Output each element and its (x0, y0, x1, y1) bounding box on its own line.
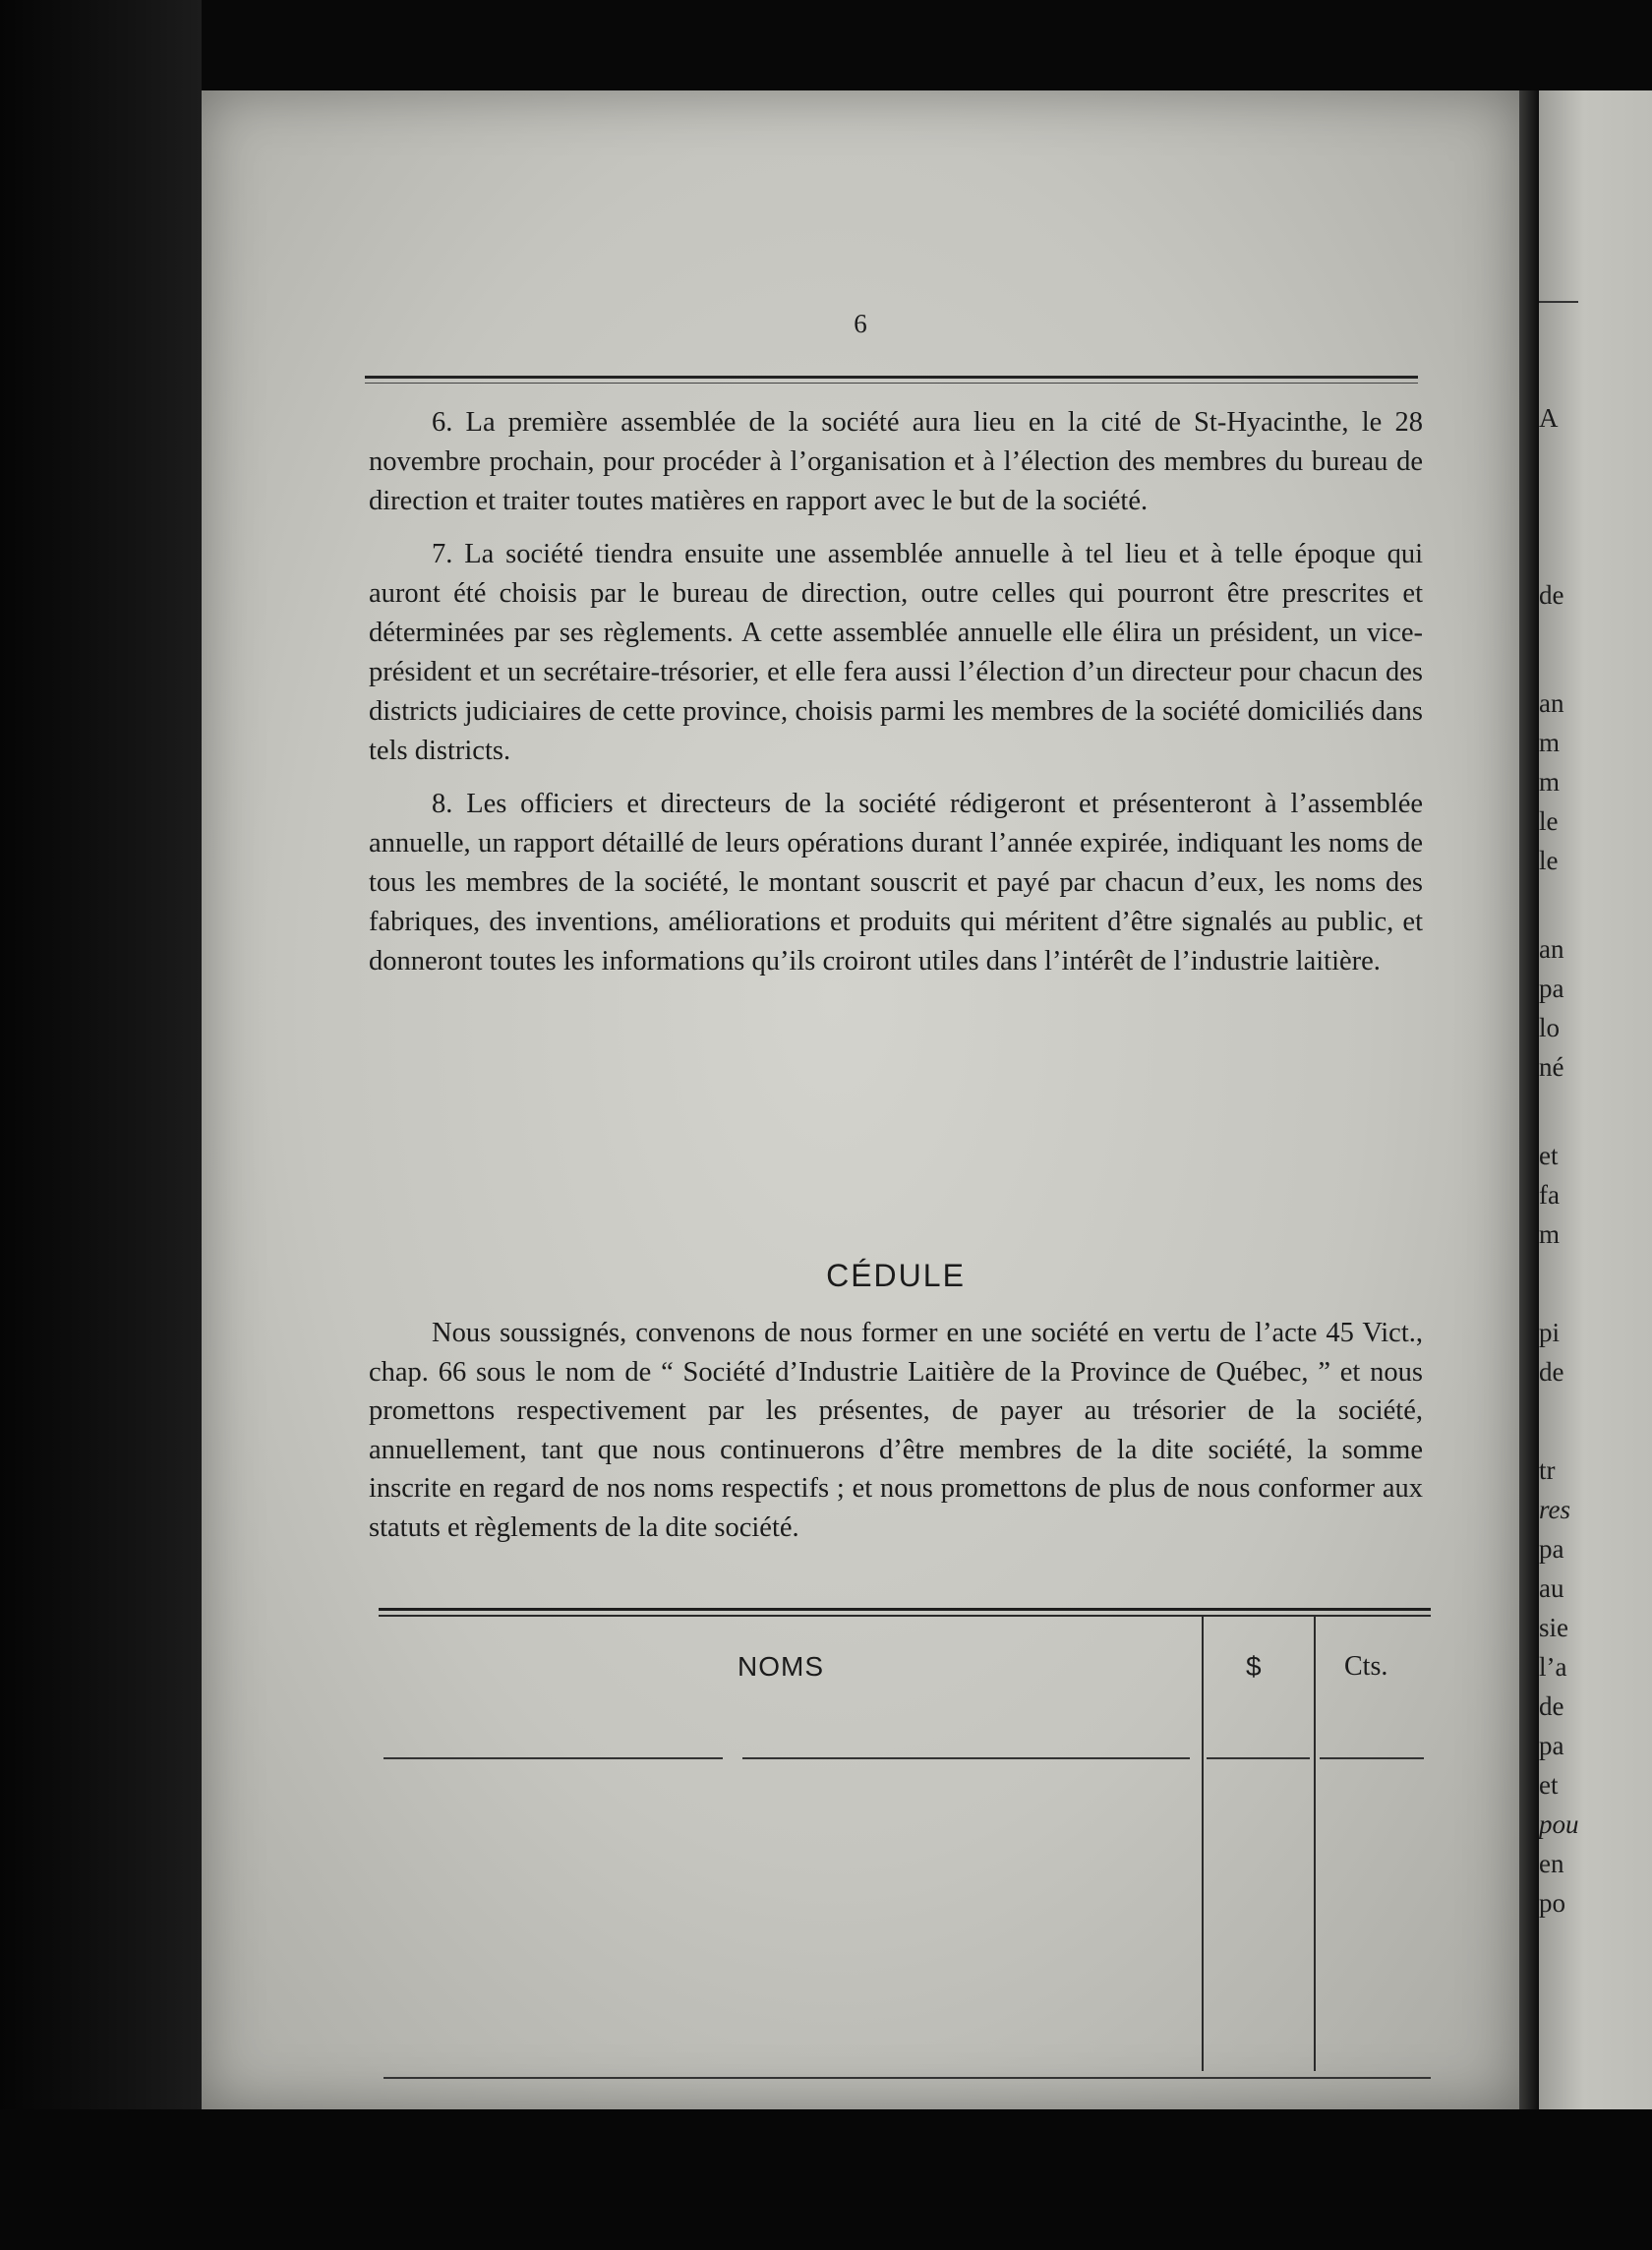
facing-header-rule (1539, 301, 1578, 303)
facing-page-fragment (1539, 90, 1652, 2109)
facing-text: né (1539, 1052, 1564, 1082)
book-gutter (1519, 90, 1539, 2109)
cedule-paragraph: Nous soussignés, convenons de nous former en une société en vertu de l’acte 45 Vict., chap. 66 sous le nom de “ Société d’Industrie Laitière de la Province de Québec, ” et nous promettons respectivement par les présentes, de payer au trésorier de la société, annuellement, tant que nous continuerons d’être membres de la dite société, la somme inscrite en regard de nos noms respectifs ; et nous promettons de plus de nous conformer aux statuts et règlements de la dite société. (369, 1318, 1423, 1543)
scan-border-left (0, 0, 202, 2250)
facing-text: de (1539, 1357, 1564, 1387)
column-header-names: NOMS (738, 1651, 824, 1682)
cedule-heading: CÉDULE (826, 1258, 966, 1293)
column-divider-cents (1314, 1617, 1316, 2071)
facing-text: le (1539, 806, 1559, 836)
page-number: 6 (854, 309, 867, 338)
scan-border-top (0, 0, 1652, 90)
facing-text: de (1539, 1691, 1564, 1721)
facing-text: res (1539, 1495, 1570, 1524)
facing-text: et (1539, 1770, 1559, 1800)
facing-text: tr (1539, 1455, 1556, 1485)
amount-line-cents (1320, 1757, 1424, 1759)
facing-text: lo (1539, 1013, 1561, 1042)
table-top-rule (379, 1608, 1431, 1611)
facing-text: pi (1539, 1318, 1561, 1347)
paragraph-6: 6. La première assemblée de la société aura lieu en la cité de St-Hyacinthe, le 28 novembre prochain, pour procéder à l’organisation et à l’élection des membres du bureau de direction et traiter toutes matières en rapport avec le but de la société. (369, 407, 1423, 516)
document-page (202, 90, 1519, 2109)
facing-text: sie (1539, 1613, 1568, 1642)
facing-text: m (1539, 728, 1561, 757)
facing-text: pa (1539, 1731, 1564, 1760)
facing-text: le (1539, 846, 1559, 875)
facing-text: de (1539, 580, 1564, 610)
column-divider-dollars (1202, 1617, 1204, 2071)
facing-text: pou (1539, 1809, 1579, 1839)
facing-text: m (1539, 767, 1561, 797)
facing-text: en (1539, 1849, 1564, 1878)
table-bottom-rule (384, 2077, 1431, 2079)
facing-text: fa (1539, 1180, 1560, 1210)
facing-text: pa (1539, 1534, 1564, 1564)
scan-border-bottom (0, 2109, 1652, 2250)
cedule-body (369, 1314, 1423, 1547)
facing-text: an (1539, 934, 1564, 964)
column-header-dollars: $ (1246, 1651, 1262, 1682)
table-top-rule-thin (379, 1615, 1431, 1617)
facing-text: po (1539, 1888, 1565, 1918)
amount-line-dollars (1207, 1757, 1310, 1759)
paragraph-8: 8. Les officiers et directeurs de la société rédigeront et présenteront à l’assemblée annuelle, un rapport détaillé de leurs opérations durant l’année expirée, indiquant les noms de tous les membres de la société, le montant souscrit et payé par chacun d’eux, les noms des fabriques, des inventions, améliorations et produits qui méritent d’être signalés au public, et donneront toutes les informations qu’ils croiront utiles dans l’intérêt de l’industrie laitière. (369, 789, 1423, 977)
signature-line (384, 1757, 723, 1759)
facing-text: m (1539, 1219, 1561, 1249)
column-header-cents: Cts. (1344, 1651, 1388, 1682)
facing-text: et (1539, 1141, 1559, 1170)
facing-text: an (1539, 688, 1564, 718)
facing-text: A (1539, 403, 1559, 433)
paragraph-7: 7. La société tiendra ensuite une assemblée annuelle à tel lieu et à telle époque qui auront été choisis par le bureau de direction, outre celles qui pourront être prescrites et déterminées par ses règlements. A cette assemblée annuelle elle élira un président, un vice-président et un secrétaire-trésorier, et elle fera aussi l’élection d’un directeur pour chacun des districts judiciaires de cette province, choisis parmi les membres de la société domiciliés dans tels districts. (369, 539, 1423, 766)
facing-text: pa (1539, 974, 1564, 1003)
facing-text: au (1539, 1573, 1564, 1603)
header-rule (365, 376, 1418, 379)
signature-line (742, 1757, 1190, 1759)
header-rule-thin (365, 383, 1418, 384)
facing-text: l’a (1539, 1652, 1567, 1682)
article-text (369, 403, 1423, 995)
